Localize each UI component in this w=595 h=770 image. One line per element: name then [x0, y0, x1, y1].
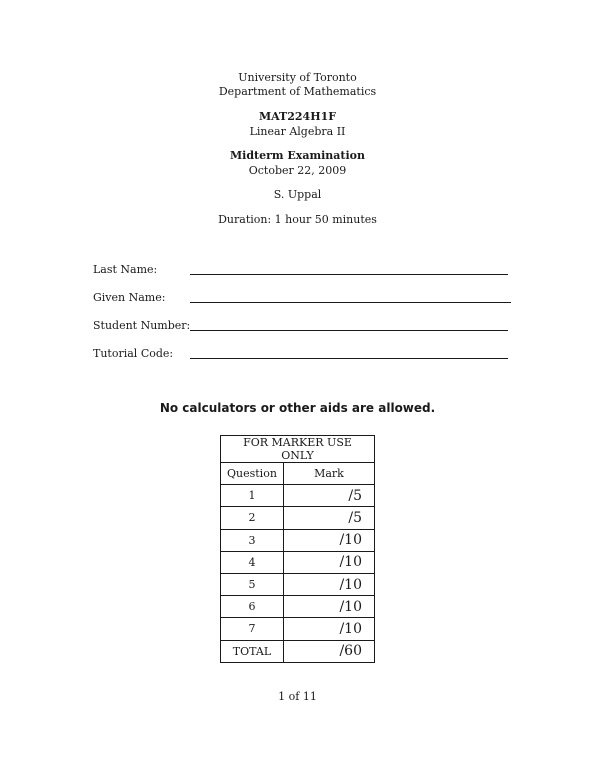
marker-table [220, 435, 375, 663]
last-name-field[interactable] [190, 274, 508, 275]
table-row [221, 507, 375, 529]
department-name: Department of Mathematics [218, 85, 377, 98]
mark-cell: /10 [283, 529, 374, 551]
course-code: MAT224H1F [258, 110, 337, 123]
total-mark-cell: /60 [283, 640, 374, 662]
exam-duration: Duration: 1 hour 50 minutes [218, 213, 377, 226]
question-cell: 3 [221, 529, 284, 551]
table-row [221, 618, 375, 640]
question-cell: 7 [221, 618, 284, 640]
given-name-field[interactable] [190, 302, 511, 303]
total-label-cell: TOTAL [221, 640, 284, 662]
exam-date: October 22, 2009 [248, 164, 347, 177]
exam-title: Midterm Examination [230, 149, 365, 162]
mark-cell: /5 [283, 507, 374, 529]
table-row [221, 596, 375, 618]
exam-rules-notice: No calculators or other aids are allowed. [159, 401, 436, 415]
table-header-row [221, 463, 375, 485]
student-number-label: Student Number: [93, 319, 191, 332]
table-row [221, 573, 375, 595]
table-title-row [221, 436, 375, 463]
question-cell: 5 [221, 573, 284, 595]
mark-cell: /10 [283, 618, 374, 640]
table-row [221, 485, 375, 507]
last-name-label: Last Name: [93, 263, 158, 276]
course-name: Linear Algebra II [249, 125, 346, 138]
mark-cell: /10 [283, 551, 374, 573]
student-number-field[interactable] [190, 330, 508, 331]
question-cell: 4 [221, 551, 284, 573]
question-column-header: Question [221, 463, 284, 485]
mark-cell: /5 [283, 485, 374, 507]
instructor-name: S. Uppal [273, 188, 322, 201]
tutorial-code-label: Tutorial Code: [93, 347, 174, 360]
given-name-label: Given Name: [93, 291, 166, 304]
question-cell: 6 [221, 596, 284, 618]
question-cell: 2 [221, 507, 284, 529]
mark-cell: /10 [283, 573, 374, 595]
university-name: University of Toronto [238, 71, 357, 84]
table-row [221, 529, 375, 551]
tutorial-code-field[interactable] [190, 358, 508, 359]
table-row [221, 551, 375, 573]
mark-column-header: Mark [283, 463, 374, 485]
question-cell: 1 [221, 485, 284, 507]
table-title: FOR MARKER USE ONLY [221, 436, 375, 463]
table-total-row [221, 640, 375, 662]
mark-cell: /10 [283, 596, 374, 618]
page-number: 1 of 11 [278, 690, 317, 703]
